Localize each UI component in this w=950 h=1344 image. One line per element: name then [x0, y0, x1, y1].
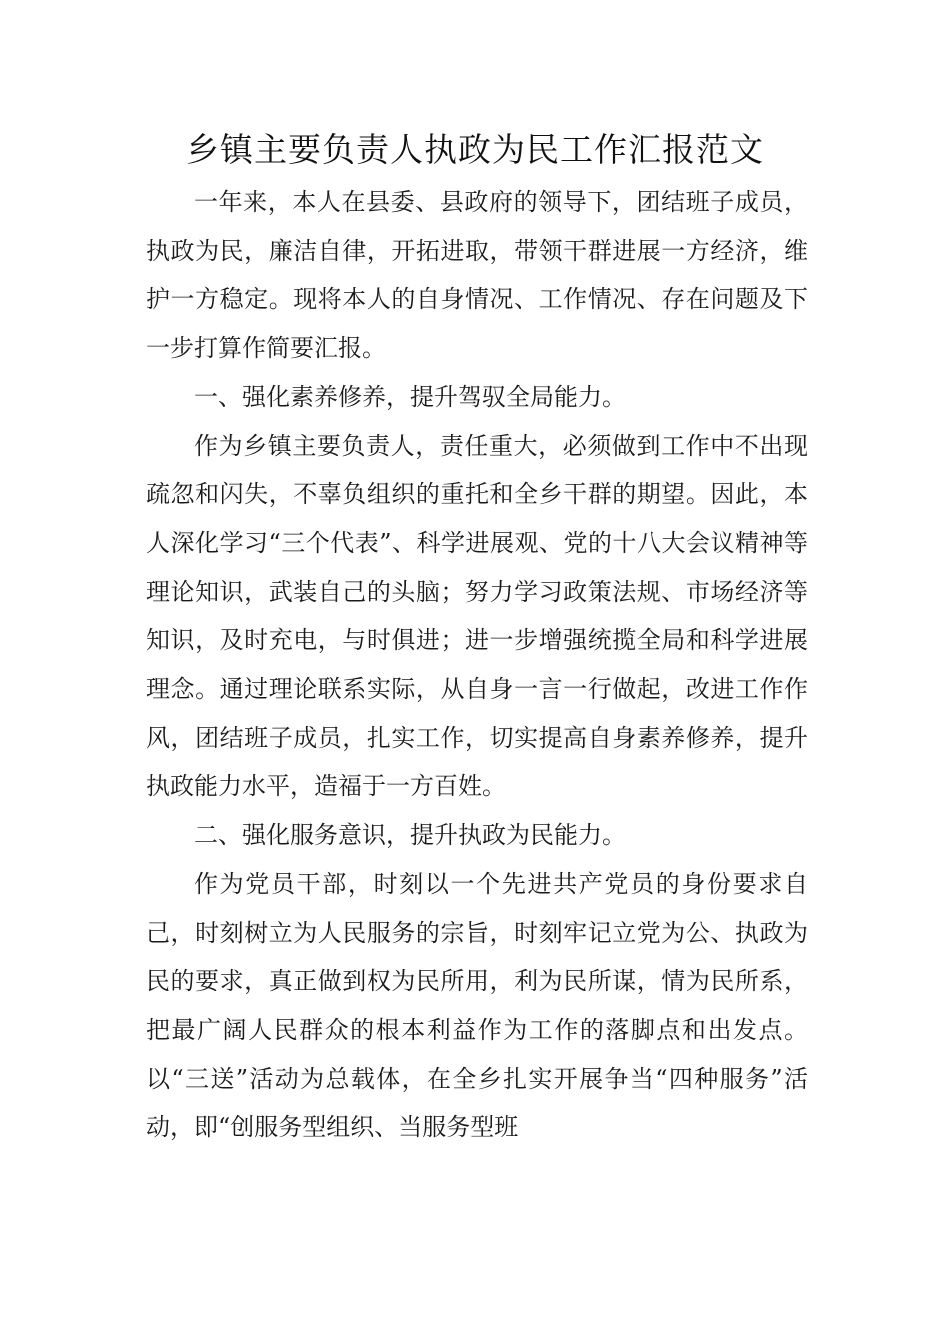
section-heading-2: 二、强化服务意识，提升执政为民能力。 — [194, 821, 626, 850]
paragraph-section-1: 作为乡镇主要负责人，责任重大，必须做到工作中不出现疏忽和闪失，不辜负组织的重托和全乡干群的期望。因此，本人深化学习“三个代表”、科学进展观、党的十八大会议精神等理论知识，武装自己的头脑；努力学习政策法规、市场经济等知识，及时充电，与时俱进；进一步增强统揽全局和科学进展理念。通过理论联系实际，从自身一言一行做起，改进工作作风，团结班子成员，扎实工作，切实提高自身素养修养，提升执政能力水平，造福于一方百姓。 — [146, 431, 808, 801]
section-heading-1: 一、强化素养修养，提升驾驭全局能力。 — [194, 382, 626, 411]
paragraph-intro: 一年来，本人在县委、县政府的领导下，团结班子成员，执政为民，廉洁自律，开拓进取，带领干群进展一方经济，维护一方稳定。现将本人的自身情况、工作情况、存在问题及下一步打算作简要汇报。 — [146, 188, 808, 363]
paragraph-section-2: 作为党员干部，时刻以一个先进共产党员的身份要求自己，时刻树立为人民服务的宗旨，时刻牢记立党为公、执政为民的要求，真正做到权为民所用，利为民所谋，情为民所系，把最广阔人民群众的根本利益作为工作的落脚点和出发点。以“三送”活动为总载体，在全乡扎实开展争当“四种服务”活动，即“创服务型组织、当服务型班 — [146, 869, 808, 1142]
document-body — [146, 178, 808, 1152]
document-title: 乡镇主要负责人执政为民工作汇报范文 — [186, 130, 764, 169]
